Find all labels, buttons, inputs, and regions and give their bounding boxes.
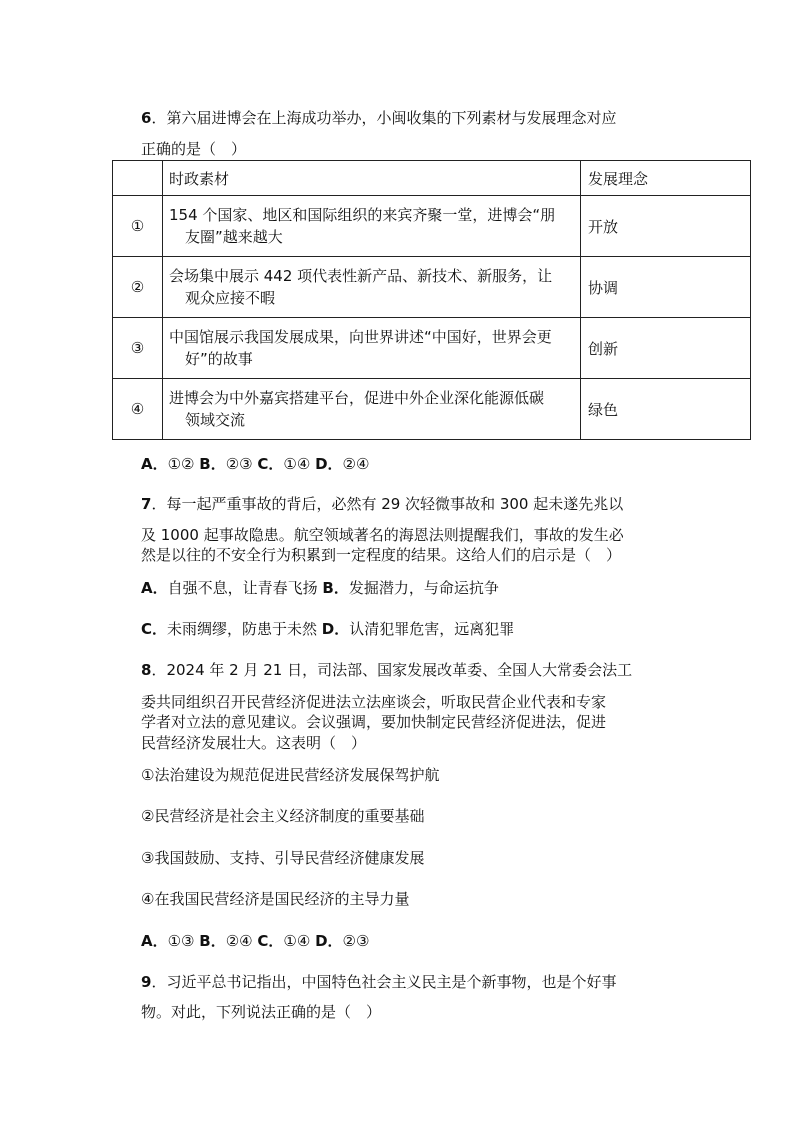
q8-stem-line3: 学者对立法的意见建议。会议强调，要加快制定民营经济促进法，促进 — [141, 713, 607, 731]
row-num-cell: ① — [113, 196, 163, 257]
row-concept-cell: 开放 — [581, 196, 751, 257]
header-material-cell: 时政素材 — [163, 161, 581, 196]
row-num-cell: ④ — [113, 379, 163, 440]
row-material-cell: 进博会为中外嘉宾搭建平台，促进中外企业深化能源低碳 领域交流 — [163, 379, 581, 440]
option-c-text: ①④ — [283, 932, 316, 950]
option-d-text: ②③ — [342, 932, 370, 950]
q8-item-4: ④在我国民营经济是国民经济的主导力量 — [141, 890, 410, 908]
option-c-label: C． — [257, 932, 284, 950]
option-b-text: ②④ — [225, 932, 258, 950]
table-row — [113, 196, 751, 257]
option-c-text: 未雨绸缪，防患于未然 — [167, 620, 322, 638]
q6-material-table — [112, 160, 751, 440]
option-a-text: ①② — [167, 455, 200, 473]
row-concept-cell: 绿色 — [581, 379, 751, 440]
q8-stem-line1: 8．2024 年 2 月 21 日，司法部、国家发展改革委、全国人大常委会法工 — [141, 661, 633, 679]
header-concept-cell: 发展理念 — [581, 161, 751, 196]
option-d-text: 认清犯罪危害，远离犯罪 — [349, 620, 515, 638]
option-d-label: D． — [315, 455, 343, 473]
q9-stem-line1: 9．习近平总书记指出，中国特色社会主义民主是个新事物，也是个好事 — [141, 973, 617, 991]
q8-number: 8 — [141, 661, 152, 679]
q7-options-row1 — [141, 578, 499, 598]
row-material-cell: 中国馆展示我国发展成果，向世界讲述“中国好，世界会更 好”的故事 — [163, 318, 581, 379]
row-num-cell: ② — [113, 257, 163, 318]
q9-stem-line2: 物。对此，下列说法正确的是（ ） — [141, 1003, 382, 1021]
option-a-text: ①③ — [167, 932, 200, 950]
option-a-label: A． — [141, 455, 168, 473]
option-b-text: 发掘潜力，与命运抗争 — [348, 579, 499, 597]
row-num-cell: ③ — [113, 318, 163, 379]
row-material-cell: 154 个国家、地区和国际组织的来宾齐聚一堂，进博会“朋 友圈”越来越大 — [163, 196, 581, 257]
q7-number: 7 — [141, 495, 152, 513]
option-c-label: C． — [257, 455, 284, 473]
row-concept-cell: 创新 — [581, 318, 751, 379]
q7-options-row2 — [141, 619, 514, 639]
q7-stem-line1: 7．每一起严重事故的背后，必然有 29 次轻微事故和 300 起未遂先兆以 — [141, 495, 624, 513]
option-a-label: A． — [141, 579, 168, 597]
option-d-text: ②④ — [342, 455, 370, 473]
q9-number: 9 — [141, 973, 152, 991]
row-concept-cell: 协调 — [581, 257, 751, 318]
table-header-row — [113, 161, 751, 196]
q8-item-3: ③我国鼓励、支持、引导民营经济健康发展 — [141, 849, 425, 867]
q6-number: 6 — [141, 109, 152, 127]
row-material-cell: 会场集中展示 442 项代表性新产品、新技术、新服务，让 观众应接不暇 — [163, 257, 581, 318]
q6-stem-line2: 正确的是（ ） — [141, 140, 247, 158]
option-c-text: ①④ — [283, 455, 316, 473]
option-b-label: B． — [199, 455, 226, 473]
option-d-label: D． — [315, 932, 343, 950]
q8-options — [141, 931, 369, 951]
q8-stem-line4: 民营经济发展壮大。这表明（ ） — [141, 734, 367, 752]
option-a-label: A． — [141, 932, 168, 950]
table-row — [113, 379, 751, 440]
q8-item-2: ②民营经济是社会主义经济制度的重要基础 — [141, 807, 425, 825]
q8-item-1: ①法治建设为规范促进民营经济发展保驾护航 — [141, 766, 440, 784]
q6-stem-line1: 6．第六届进博会在上海成功举办，小闽收集的下列素材与发展理念对应 — [141, 109, 617, 127]
option-c-label: C． — [141, 620, 168, 638]
q6-options — [141, 454, 369, 474]
q7-stem-line3: 然是以往的不安全行为积累到一定程度的结果。这给人们的启示是（ ） — [141, 546, 622, 564]
table-row — [113, 257, 751, 318]
option-d-label: D． — [321, 620, 350, 638]
header-num-cell — [113, 161, 163, 196]
option-a-text: 自强不息，让青春飞扬 — [167, 579, 323, 597]
q8-stem-line2: 委共同组织召开民营经济促进法立法座谈会，听取民营企业代表和专家 — [141, 693, 607, 711]
option-b-label: B． — [322, 579, 349, 597]
option-b-label: B． — [199, 932, 226, 950]
q7-stem-line2: 及 1000 起事故隐患。航空领域著名的海恩法则提醒我们，事故的发生必 — [141, 526, 624, 544]
table-row — [113, 318, 751, 379]
option-b-text: ②③ — [225, 455, 258, 473]
